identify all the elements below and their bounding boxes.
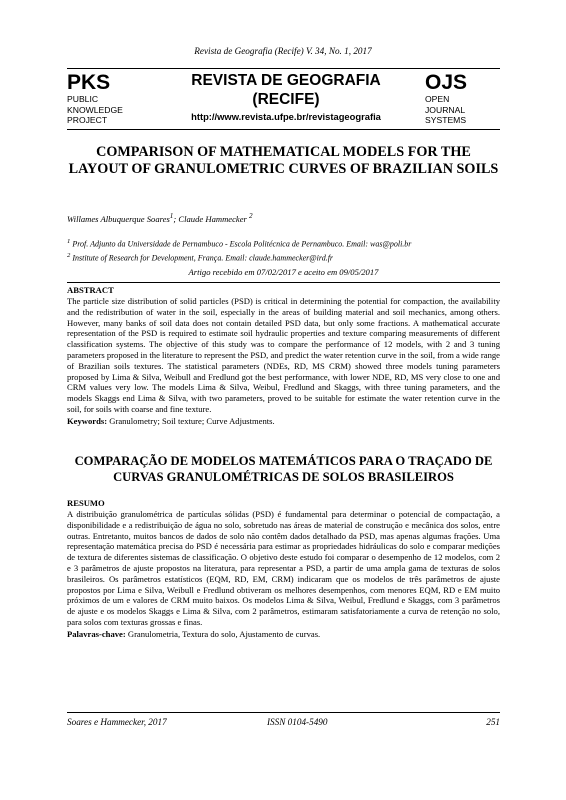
pkp-line: PROJECT [67, 115, 108, 126]
ojs-block [425, 72, 505, 126]
abstract-text: The particle size distribution of solid particles (PSD) is critical in determining the potential for compaction, the availability and the redistribution of water in the soil, especially in the areas of building material and soil mechanics, among others. However, many banks of soil data does not contain detailed PSD data, but only some fractions. A mathematical accurate representation of the PSD is required to estimate soil hydraulic properties and texture comparing measurements of different classification systems. The objective of this study was to compare the performance of 12 models, with 2 and 3 tuning parameters proposed in the literature to represent the PSD, and predict the water retention curve in the soil, from a wide range of Brazilian soils textures. The statistical parameters (NDEs, RD, MS CRM) showed three models tuning parameters proposed by Lima & Silva, Weibull and Fredlund got the best performance, with lower NDE, RD, MS very close to one and CRM values very low. The models Lima & Silva, Weibul, Fredlund and Skaggs, with three tuning parameters, and the models Skaggs end Lima & Silva, with two parameters, proved to be suitable for estimate the water retention curve in the soil, for soils with coarse and fine texture. [67, 296, 500, 414]
ojs-line: SYSTEMS [425, 115, 467, 126]
journal-masthead [67, 68, 500, 130]
resumo-keywords [67, 629, 500, 640]
pkp-block [67, 72, 147, 126]
keywords-label: Keywords: [67, 415, 108, 426]
footer-issn: ISSN 0104-5490 [267, 717, 328, 727]
received-dates: Artigo recebido em 07/02/2017 e aceito em 09/05/2017 [188, 267, 379, 277]
paper-title: COMPARISON OF MATHEMATICAL MODELS FOR THE LAYOUT OF GRANULOMETRIC CURVES OF BRAZILIAN SOILS [68, 144, 499, 177]
affiliation-mark: 1 [67, 238, 71, 245]
abstract-section [67, 282, 500, 427]
affiliation-line [67, 250, 500, 264]
pkp-line: KNOWLEDGE [67, 104, 123, 115]
palavras-chave-label: Palavras-chave: [67, 628, 126, 639]
resumo-heading: RESUMO [67, 498, 105, 508]
journal-url-link[interactable]: http://www.revista.ufpe.br/revistageografia [191, 111, 381, 122]
page-number: 251 [486, 717, 500, 727]
footer-citation: Soares e Hammecker, 2017 [67, 717, 167, 727]
journal-name-line: (RECIFE) [252, 91, 320, 108]
abstract-heading: ABSTRACT [67, 285, 114, 295]
journal-name-line: REVISTA DE GEOGRAFIA [191, 72, 381, 89]
author-name: Willames Albuquerque Soares [67, 213, 170, 224]
journal-name-block [155, 71, 417, 124]
page-footer [67, 712, 500, 727]
palavras-chave-text: Granulometria, Textura do solo, Ajustamento de curvas. [125, 628, 321, 639]
affiliation-text: Prof. Adjunto da Universidade de Pernambuco - Escola Politécnica de Pernambuco. Email: was@poli.br [70, 239, 412, 249]
ojs-line: OPEN [425, 94, 450, 104]
pkp-logo-text: PKS [67, 71, 111, 94]
affiliation-text: Institute of Research for Development, França. Email: claude.hammecker@ird.fr [70, 253, 334, 263]
author-affiliation-mark: 2 [249, 212, 253, 220]
portuguese-title: COMPARAÇÃO DE MODELOS MATEMÁTICOS PARA O TRAÇADO DE CURVAS GRANULOMÉTRICAS DE SOLOS BRASILEIROS [74, 454, 493, 484]
ojs-logo-text: OJS [425, 71, 468, 94]
keywords-text: Granulometry; Soil texture; Curve Adjustments. [107, 415, 275, 426]
affiliation-line [67, 236, 500, 250]
resumo-section [67, 498, 500, 640]
pkp-line: PUBLIC [67, 94, 99, 104]
affiliation-mark: 2 [67, 251, 71, 259]
affiliation-list [67, 236, 500, 263]
author-name: Claude Hammecker [178, 213, 250, 224]
abstract-keywords [67, 416, 500, 427]
author-list [67, 212, 500, 224]
author-separator: ; [173, 213, 179, 224]
author-affiliation-mark: 1 [169, 212, 174, 220]
resumo-text: A distribuição granulométrica de partículas sólidas (PSD) é fundamental para determinar o potencial de compactação, a disponibilidade e a redistribuição de água no solo, sobretudo nas áreas de material de construção e mecânica dos solos, entre outras. Entretanto, muitos bancos de dados de solo não contêm dados detalhado da PSD, mas apenas algumas frações. Uma representação matemática precisa do PSD é necessária para estimar as propriedades hidráulicas do solo e comparar medições de textura de diferentes sistemas de classificação. O objetivo deste estudo foi comparar o desempenho de 12 modelos, com 2 e 3 parâmetros de ajuste propostos na literatura, para representar a PSD, a partir de uma ampla gama de texturas de solos brasileiros. Os parâmetros estatísticos (EQM, RD, EM, CRM) indicaram que os modelos de três parâmetros de ajuste propostos por Lima e Silva, Weibull e Fredlund obtiveram os melhores desempenhos, com menores EQM, RD e EM muito próximos de um e valores de CRM muito baixos. Os modelos Lima & Silva, Weibul, Fredlund e Skaggs, com 3 parâmetros de ajuste e os modelos Skaggs e Lima & Silva, com 2 parâmetros, estimaram satisfatoriamente a curva de retenção no solo, para solos com texturas grossas e finas. [67, 509, 500, 627]
ojs-line: JOURNAL [425, 104, 466, 115]
running-head: Revista de Geografia (Recife) V. 34, No. 1, 2017 [194, 46, 372, 56]
